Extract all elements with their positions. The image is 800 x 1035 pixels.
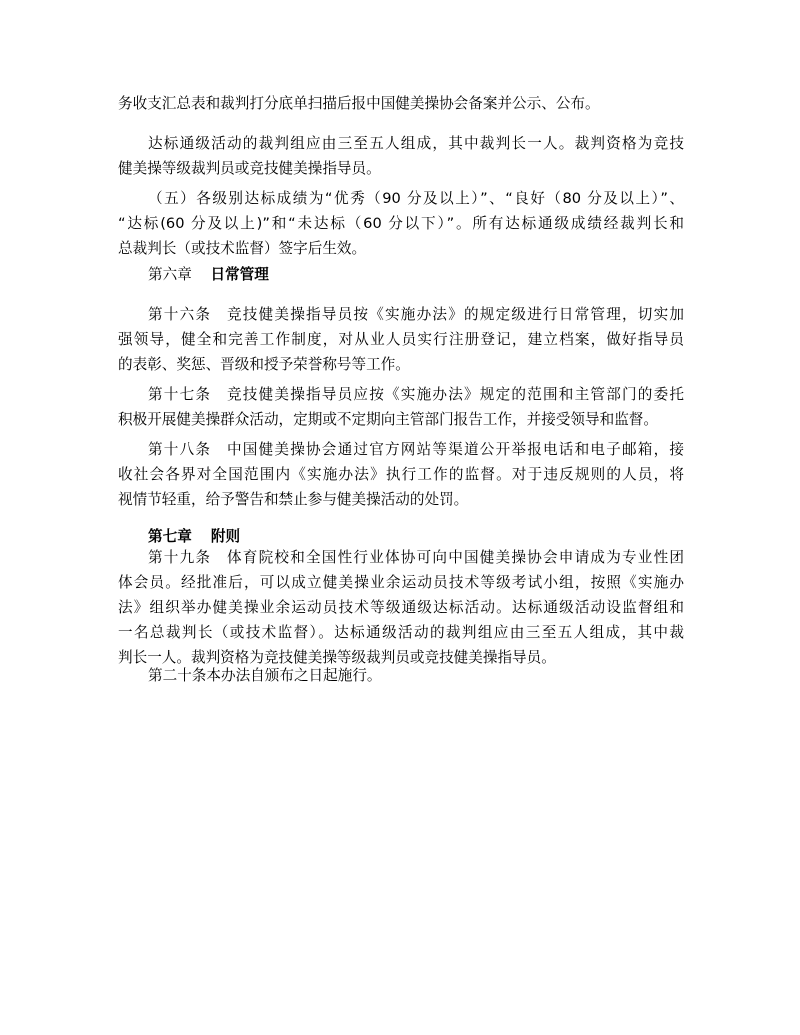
paragraph-p3 (118, 186, 684, 261)
text-line: 的表彰、奖惩、晋级和授予荣誉称号等工作。 (118, 356, 410, 373)
text-line: 法》组织举办健美操业余运动员技术等级通级达标活动。达标通级活动设监督组和 (118, 599, 684, 616)
paragraph-p2 (118, 131, 684, 181)
text-line: 第十八条 中国健美操协会通过官方网站等渠道公开举报电话和电子邮箱，接 (148, 441, 684, 458)
paragraph-article-20 (118, 663, 684, 688)
paragraph-article-16 (118, 302, 684, 377)
paragraph-article-19 (118, 545, 684, 670)
paragraph-article-17 (118, 382, 684, 432)
paragraph-p1 (118, 91, 684, 116)
chapter-label: 第六章 (148, 266, 192, 283)
text-line: 第二十条本办法自颁布之日起施行。 (148, 667, 382, 684)
text-line: 判长一人。裁判资格为竞技健美操等级裁判员或竞技健美操指导员。 (118, 649, 556, 666)
chapter-title: 日常管理 (210, 266, 269, 283)
text-line: 务收支汇总表和裁判打分底单扫描后报中国健美操协会备案并公示、公布。 (118, 95, 600, 112)
chapter-label: 第七章 (148, 528, 192, 545)
text-line: 第十六条 竞技健美操指导员按《实施办法》的规定级进行日常管理，切实加 (148, 306, 684, 323)
text-line: 强领导，健全和完善工作制度，对从业人员实行注册登记，建立档案，做好指导员 (118, 331, 684, 348)
text-line: 一名总裁判长（或技术监督）。达标通级活动的裁判组应由三至五人组成，其中裁 (118, 624, 684, 641)
text-line: 收社会各界对全国范围内《实施办法》执行工作的监督。对于违反规则的人员，将 (118, 466, 684, 483)
paragraph-article-18 (118, 437, 684, 512)
text-line: 积极开展健美操群众活动，定期或不定期向主管部门报告工作，并接受领导和监督。 (118, 411, 658, 428)
text-line: 总裁判长（或技术监督）签字后生效。 (118, 240, 367, 257)
text-line: 视情节轻重，给予警告和禁止参与健美操活动的处罚。 (118, 491, 469, 508)
text-line: “达标(60 分及以上)”和“未达标（60 分以下）”。所有达标通级成绩经裁判长和 (118, 215, 684, 232)
chapter-heading-6 (118, 262, 684, 287)
text-line: 第十九条 体育院校和全国性行业体协可向中国健美操协会申请成为专业性团 (148, 549, 684, 566)
text-line: 第十七条 竞技健美操指导员应按《实施办法》规定的范围和主管部门的委托 (148, 386, 684, 403)
text-line: 达标通级活动的裁判组应由三至五人组成，其中裁判长一人。裁判资格为竞技 (148, 135, 684, 152)
text-line: 体会员。经批准后，可以成立健美操业余运动员技术等级考试小组，按照《实施办 (118, 574, 684, 591)
text-line: （五）各级别达标成绩为“优秀（90 分及以上）”、“良好（80 分及以上）”、 (148, 190, 684, 207)
text-line: 健美操等级裁判员或竞技健美操指导员。 (118, 160, 381, 177)
chapter-title: 附则 (210, 528, 241, 545)
